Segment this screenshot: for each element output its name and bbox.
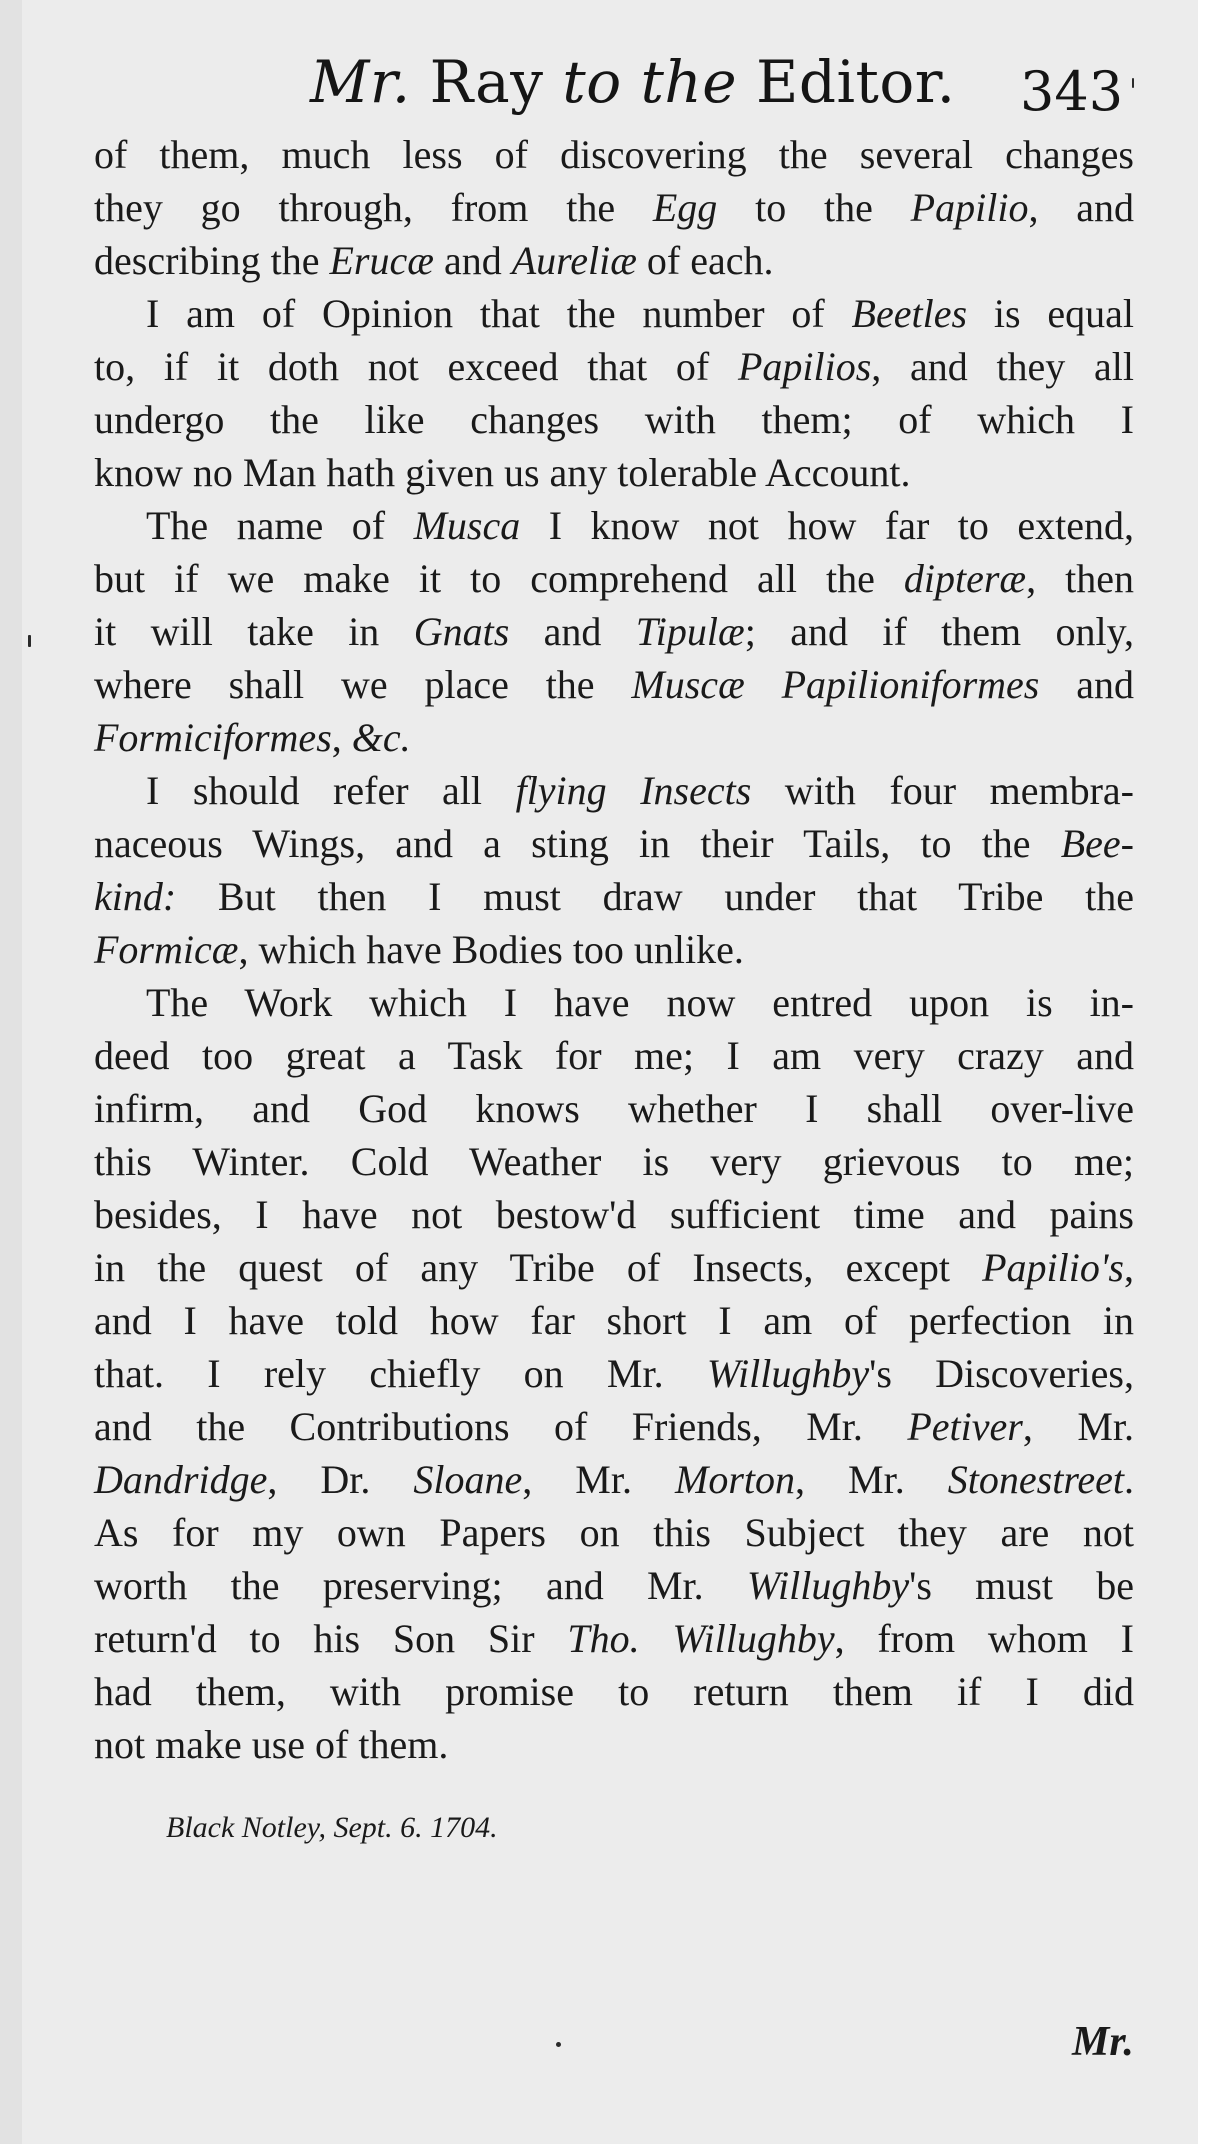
italic-run: Stonestreet: [947, 1457, 1125, 1502]
text-run: But then I must draw under that Tribe the: [176, 874, 1134, 919]
italic-run: Formicæ: [94, 927, 239, 972]
page-number: 343: [1020, 60, 1124, 123]
text-line: [94, 605, 1134, 658]
italic-run: dipteræ: [903, 556, 1027, 601]
text-run: , Mr.: [522, 1457, 676, 1502]
text-run: , Dr.: [267, 1457, 414, 1502]
text-run: that. I rely chiefly on Mr.: [94, 1351, 707, 1396]
text-line: [94, 1665, 1134, 1718]
title-connector: to the: [562, 48, 738, 116]
text-run: ,: [331, 715, 352, 760]
text-line: [94, 446, 1134, 499]
catchword: Mr.: [1072, 2019, 1134, 2065]
text-run: had them, with promise to return them if I did: [94, 1669, 1134, 1714]
text-run: , Mr.: [1022, 1404, 1134, 1449]
letter-body: [94, 128, 1134, 1854]
title-name: Ray: [429, 48, 544, 116]
text-run: The name of: [146, 503, 414, 548]
text-run: ,: [1124, 1245, 1134, 1290]
title-prefix: Mr.: [310, 48, 411, 116]
text-line: [94, 817, 1134, 870]
text-line: [94, 234, 1134, 287]
italic-run: Tho. Willughby: [567, 1616, 835, 1661]
text-run: As for my own Papers on this Subject they are not: [94, 1510, 1134, 1555]
italic-run: kind:: [94, 874, 177, 919]
text-run: know no Man hath given us any tolerable Account.: [94, 450, 911, 495]
text-run: , then: [1026, 556, 1134, 601]
italic-run: Erucæ: [329, 238, 434, 283]
text-line: [94, 1135, 1134, 1188]
ink-speck: [1132, 78, 1134, 88]
text-run: , and they all: [871, 344, 1134, 389]
text-line: [94, 393, 1134, 446]
italic-run: Bee-: [1060, 821, 1134, 866]
text-line: [94, 658, 1134, 711]
text-line: [94, 1241, 1134, 1294]
text-line: [94, 1029, 1134, 1082]
text-run: is equal: [967, 291, 1134, 336]
italic-run: Papilios: [737, 344, 872, 389]
text-run: and: [433, 238, 512, 283]
text-run: I should refer all: [146, 768, 516, 813]
italic-run: Petiver: [907, 1404, 1023, 1449]
text-run: infirm, and God knows whether I shall over-live: [94, 1086, 1134, 1131]
italic-run: Egg: [652, 185, 718, 230]
text-run: naceous Wings, and a sting in their Tails, to the: [94, 821, 1061, 866]
text-run: and I have told how far short I am of perfection in: [94, 1298, 1134, 1343]
text-line: [94, 287, 1134, 340]
italic-run: Papilio: [910, 185, 1029, 230]
running-title: [310, 48, 956, 116]
text-line: [94, 870, 1134, 923]
dateline: [94, 1801, 1134, 1854]
text-run: .: [1124, 1457, 1135, 1502]
italic-run: Gnats: [413, 609, 510, 654]
text-run: 's Discoveries,: [869, 1351, 1134, 1396]
italic-run: Formiciformes: [94, 715, 332, 760]
text-line: [94, 128, 1134, 181]
text-run: The Work which I have now entred upon is in-: [146, 980, 1134, 1025]
text-run: I know not how far to extend,: [520, 503, 1134, 548]
italic-run: Sloane: [413, 1457, 523, 1502]
text-line: [94, 1400, 1134, 1453]
italic-run: Muscæ Papilioniformes: [631, 662, 1040, 707]
text-line: [94, 711, 1134, 764]
text-line: [94, 1294, 1134, 1347]
italic-run: flying Insects: [515, 768, 752, 813]
italic-run: Aureliæ: [511, 238, 637, 283]
text-run: with four membra-: [751, 768, 1134, 813]
italic-run: Willughby: [746, 1563, 910, 1608]
ink-speck: [28, 635, 31, 647]
text-run: and the Contributions of Friends, Mr.: [94, 1404, 908, 1449]
text-run: I am of Opinion that the number of: [146, 291, 852, 336]
ink-speck: [556, 2042, 561, 2047]
italic-run: Musca: [413, 503, 521, 548]
text-run: this Winter. Cold Weather is very grievous to me;: [94, 1139, 1134, 1184]
text-line: [94, 764, 1134, 817]
page-edge: [1198, 0, 1216, 2144]
text-line: [94, 1453, 1134, 1506]
running-header: [0, 48, 1216, 128]
italic-run: Beetles: [851, 291, 968, 336]
italic-run: &c.: [351, 715, 411, 760]
text-run: they go through, from the: [94, 185, 653, 230]
text-run: of them, much less of discovering the several changes: [94, 132, 1134, 177]
italic-run: Dandridge: [94, 1457, 268, 1502]
text-run: to the: [717, 185, 911, 230]
body-lines: [94, 128, 1134, 1771]
text-run: besides, I have not bestow'd sufficient time and pains: [94, 1192, 1134, 1237]
text-line: [94, 1506, 1134, 1559]
text-run: , from whom I: [834, 1616, 1134, 1661]
dateline-date: Sept. 6. 1704.: [333, 1811, 498, 1844]
text-run: and: [1039, 662, 1134, 707]
text-line: [94, 976, 1134, 1029]
text-run: undergo the like changes with them; of which I: [94, 397, 1134, 442]
text-line: [94, 1559, 1134, 1612]
text-run: , which have Bodies too unlike.: [238, 927, 744, 972]
text-run: but if we make it to comprehend all the: [94, 556, 904, 601]
text-run: it will take in: [94, 609, 414, 654]
italic-run: Morton: [675, 1457, 796, 1502]
italic-run: Tipulæ: [635, 609, 745, 654]
text-run: and: [509, 609, 636, 654]
text-line: [94, 1082, 1134, 1135]
dateline-place: Black Notley,: [166, 1811, 326, 1844]
text-line: [94, 1718, 1134, 1771]
text-line: [94, 499, 1134, 552]
text-run: return'd to his Son Sir: [94, 1616, 568, 1661]
italic-run: Willughby: [706, 1351, 870, 1396]
text-run: 's must be: [909, 1563, 1135, 1608]
text-run: worth the preserving; and Mr.: [94, 1563, 747, 1608]
text-run: describing the: [94, 238, 330, 283]
binding-gutter: [0, 0, 22, 2144]
italic-run: Papilio's: [982, 1245, 1124, 1290]
text-run: in the quest of any Tribe of Insects, except: [94, 1245, 983, 1290]
text-run: not make use of them.: [94, 1722, 449, 1767]
text-line: [94, 1612, 1134, 1665]
text-run: of each.: [636, 238, 774, 283]
text-run: to, if it doth not exceed that of: [94, 344, 738, 389]
text-run: deed too great a Task for me; I am very crazy and: [94, 1033, 1134, 1078]
text-run: , Mr.: [795, 1457, 948, 1502]
text-line: [94, 1347, 1134, 1400]
text-line: [94, 552, 1134, 605]
text-run: , and: [1028, 185, 1134, 230]
text-run: ; and if them only,: [744, 609, 1135, 654]
text-line: [94, 923, 1134, 976]
title-suffix: Editor.: [756, 48, 956, 116]
text-run: where shall we place the: [94, 662, 632, 707]
text-line: [94, 340, 1134, 393]
text-line: [94, 181, 1134, 234]
text-line: [94, 1188, 1134, 1241]
